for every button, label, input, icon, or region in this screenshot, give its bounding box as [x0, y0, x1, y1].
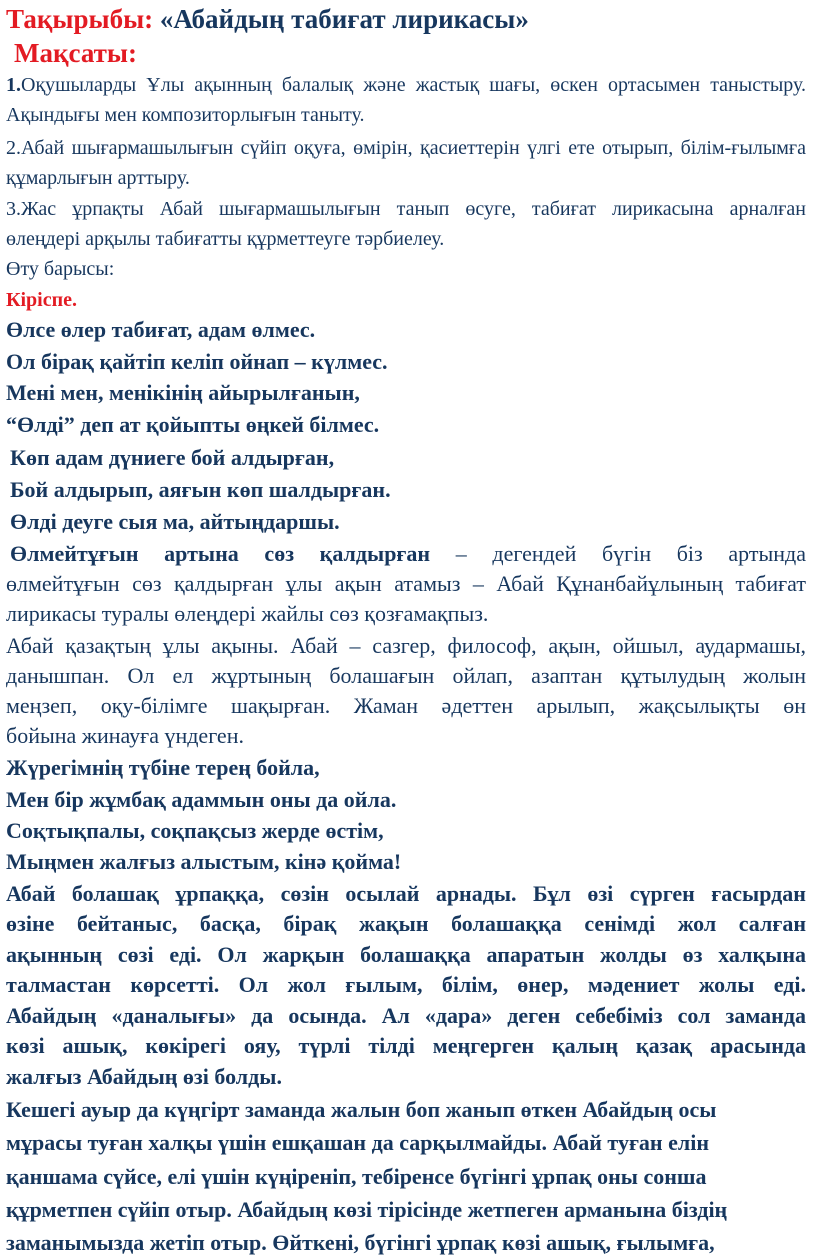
goal-1-line-2: Ақындығы мен композиторлығын таныту. [6, 104, 365, 126]
para2-line-2: данышпан. Ол ел жұртының болашағын ойлап, азаптан құтылудың жолын [6, 663, 806, 688]
goal-1-number: 1. [6, 74, 21, 96]
poem2-line-4: Мыңмен жалғыз алыстым, кінә қойма! [6, 849, 402, 874]
para2-line-1: Абай қазақтың ұлы ақыны. Абай – сазгер, философ, ақын, ойшыл, аудармашы, [6, 633, 806, 658]
goals-label: Мақсаты: [14, 38, 137, 68]
para4-line-2: мұрасы туған халқы үшін ешқашан да сарқылмайды. Абай туған елін [6, 1130, 710, 1155]
para1-bold-quote: Өлмейтұғын артына сөз қалдырған [10, 541, 431, 566]
goal-2-line-1: 2.Абай шығармашылығын сүйіп оқуға, өмірін, қасиеттерін үлгі ете отырып, білім-ғылымға [6, 137, 806, 159]
para2-line-4: бойына жинауға үндеген. [6, 723, 244, 748]
para1-line-1-rest: – дегендей бүгін біз артында [430, 541, 806, 566]
poem1-line-2: Ол бірақ қайтіп келіп ойнап – күлмес. [6, 349, 388, 374]
poem2-line-2: Мен бір жұмбақ адаммын оны да ойла. [6, 787, 397, 812]
goal-3-line-1: 3.Жас ұрпақты Абай шығармашылығын танып өсуге, табиғат лирикасына арналған [6, 198, 806, 220]
para3-line-4: талмастан көрсетті. Ол жол ғылым, білім, өнер, мәдениет жолы еді. [6, 972, 806, 997]
poem1-line-3: Мені мен, менікінің айырылғанын, [6, 380, 360, 405]
para2-line-3: меңзеп, оқу-білімге шақырған. Жаман әдеттен арылып, жақсылықты өн [6, 693, 806, 718]
goal-1-text: Оқушыларды Ұлы ақынның балалық және жастық шағы, өскен ортасымен таныстыру. [21, 74, 806, 96]
para4-line-1: Кешегі ауыр да күңгірт заманда жалын боп жанып өткен Абайдың осы [6, 1097, 717, 1122]
topic-title: «Абайдың табиғат лирикасы» [159, 4, 529, 34]
goal-1-line-1 [6, 75, 806, 95]
progress-label: Өту барысы: [6, 258, 115, 280]
poem1-line-1: Өлсе өлер табиғат, адам өлмес. [6, 317, 316, 342]
para4-line-5: заманымызда жетіп отыр. Өйткені, бүгінгі ұрпақ көзі ашық, ғылымға, [6, 1230, 715, 1255]
poem2-line-3: Соқтықпалы, соқпақсыз жерде өстім, [6, 818, 384, 843]
para3-line-6: көзі ашық, көкірегі ояу, түрлі тілді меңгерген қалың қазақ арасында [6, 1033, 806, 1058]
para3-line-5: Абайдың «даналығы» да осында. Ал «дара» деген себебіміз сол заманда [6, 1003, 806, 1028]
poem1-line-5: Көп адам дүниеге бой алдырған, [10, 445, 335, 470]
para3-line-2: өзіне бейтаныс, басқа, бірақ жақын болашаққа сенімді жол салған [6, 911, 806, 936]
poem1-line-4: “Өлді” деп ат қойыпты өңкей білмес. [6, 412, 380, 437]
goal-2-line-2: құмарлығын арттыру. [6, 167, 190, 189]
para1-line-3: лирикасы туралы өлеңдері жайлы сөз қозғамақпыз. [6, 601, 489, 626]
poem1-line-7: Өлді деуге сыя ма, айтыңдаршы. [10, 509, 340, 534]
intro-label: Кіріспе. [6, 289, 78, 311]
para3-line-3: ақынның сөзі еді. Ол жарқын болашаққа апаратын жолды өз халқына [6, 942, 806, 967]
poem1-line-6: Бой алдырып, аяғын көп шалдырған. [10, 477, 391, 502]
goal-3-line-2: өлеңдері арқылы табиғатты құрметтеуге тәрбиелеу. [6, 228, 445, 250]
para1-line-2: өлмейтұғын сөз қалдырған ұлы ақын атамыз – Абай Құнанбайұлының табиғат [6, 571, 806, 596]
para3-line-1: Абай болашақ ұрпаққа, сөзін осылай арнады. Бұл өзі сүрген ғасырдан [6, 881, 806, 906]
topic-line [6, 6, 806, 33]
topic-label: Тақырыбы: [6, 4, 154, 34]
para3-line-7: жалғыз Абайдың өзі болды. [6, 1064, 282, 1089]
para4-line-4: құрметпен сүйіп отыр. Абайдың көзі тірісінде жетпеген арманына біздің [6, 1197, 728, 1222]
para1-line-1 [10, 543, 806, 565]
poem2-line-1: Жүрегімнің түбіне терең бойла, [6, 755, 320, 780]
para4-line-3: қаншама сүйсе, елі үшін күңіреніп, тебіренсе бүгінгі ұрпақ оны сонша [6, 1164, 707, 1189]
